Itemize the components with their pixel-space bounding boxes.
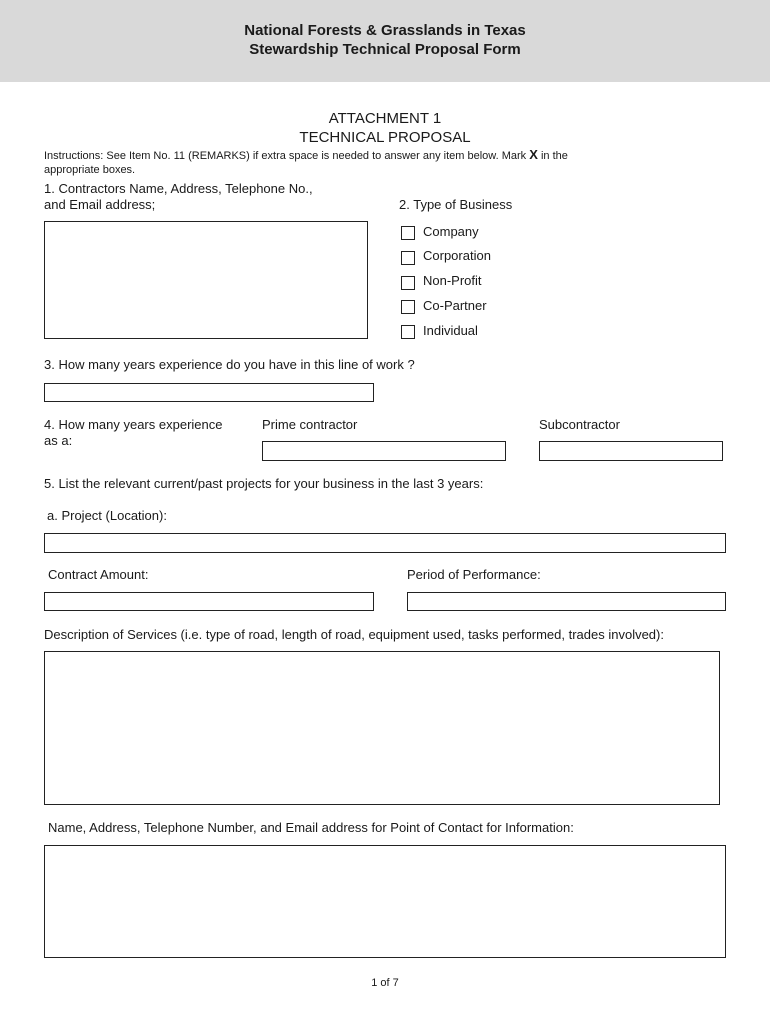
poc-label: Name, Address, Telephone Number, and Email address for Point of Contact for Information: — [48, 820, 574, 835]
co-partner-checkbox[interactable] — [401, 300, 415, 314]
instructions — [44, 148, 568, 163]
corporation-checkbox[interactable] — [401, 251, 415, 265]
individual-checkbox[interactable] — [401, 325, 415, 339]
instructions-text-after: in the — [537, 150, 568, 162]
q4-label-line2: as a: — [44, 433, 73, 448]
contract-amount-field[interactable] — [44, 592, 374, 611]
mark-x: X — [529, 147, 538, 162]
attachment-title: ATTACHMENT 1 — [328, 110, 442, 127]
description-label: Description of Services (i.e. type of road, length of road, equipment used, tasks performed, trades involved): — [44, 627, 664, 642]
point-of-contact-field[interactable] — [44, 845, 726, 958]
description-services-field[interactable] — [44, 651, 720, 805]
non-profit-checkbox[interactable] — [401, 276, 415, 290]
contractor-info-field[interactable] — [44, 221, 368, 339]
prime-contractor-field[interactable] — [262, 441, 506, 461]
subcontractor-field[interactable] — [539, 441, 723, 461]
page-header — [0, 0, 770, 82]
corporation-label: Corporation — [423, 248, 491, 263]
company-label: Company — [423, 224, 479, 239]
subcontractor-label: Subcontractor — [539, 417, 620, 432]
non-profit-label: Non-Profit — [423, 273, 482, 288]
company-checkbox[interactable] — [401, 226, 415, 240]
page-number: 1 of 7 — [371, 977, 399, 989]
header-title-line1: National Forests & Grasslands in Texas — [244, 22, 526, 39]
q3-label: 3. How many years experience do you have in this line of work ? — [44, 357, 415, 372]
period-performance-field[interactable] — [407, 592, 726, 611]
contract-amount-label: Contract Amount: — [48, 567, 149, 582]
q4-label-line1: 4. How many years experience — [44, 417, 223, 432]
prime-contractor-label: Prime contractor — [262, 417, 358, 432]
q1-label-line2: and Email address; — [44, 197, 156, 212]
period-performance-label: Period of Performance: — [407, 567, 541, 582]
co-partner-label: Co-Partner — [423, 298, 487, 313]
project-location-field[interactable] — [44, 533, 726, 553]
years-experience-field[interactable] — [44, 383, 374, 402]
individual-label: Individual — [423, 323, 478, 338]
instructions-text: Instructions: See Item No. 11 (REMARKS) if extra space is needed to answer any item below. Mark — [44, 150, 530, 162]
q1-label-line1: 1. Contractors Name, Address, Telephone No., — [44, 181, 313, 196]
project-location-label: a. Project (Location): — [47, 508, 167, 523]
header-title-line2: Stewardship Technical Proposal Form — [249, 41, 521, 58]
q2-label: 2. Type of Business — [399, 197, 513, 212]
q5-label: 5. List the relevant current/past projects for your business in the last 3 years: — [44, 476, 484, 491]
attachment-subtitle: TECHNICAL PROPOSAL — [299, 129, 471, 146]
instructions-line2: appropriate boxes. — [44, 164, 136, 176]
